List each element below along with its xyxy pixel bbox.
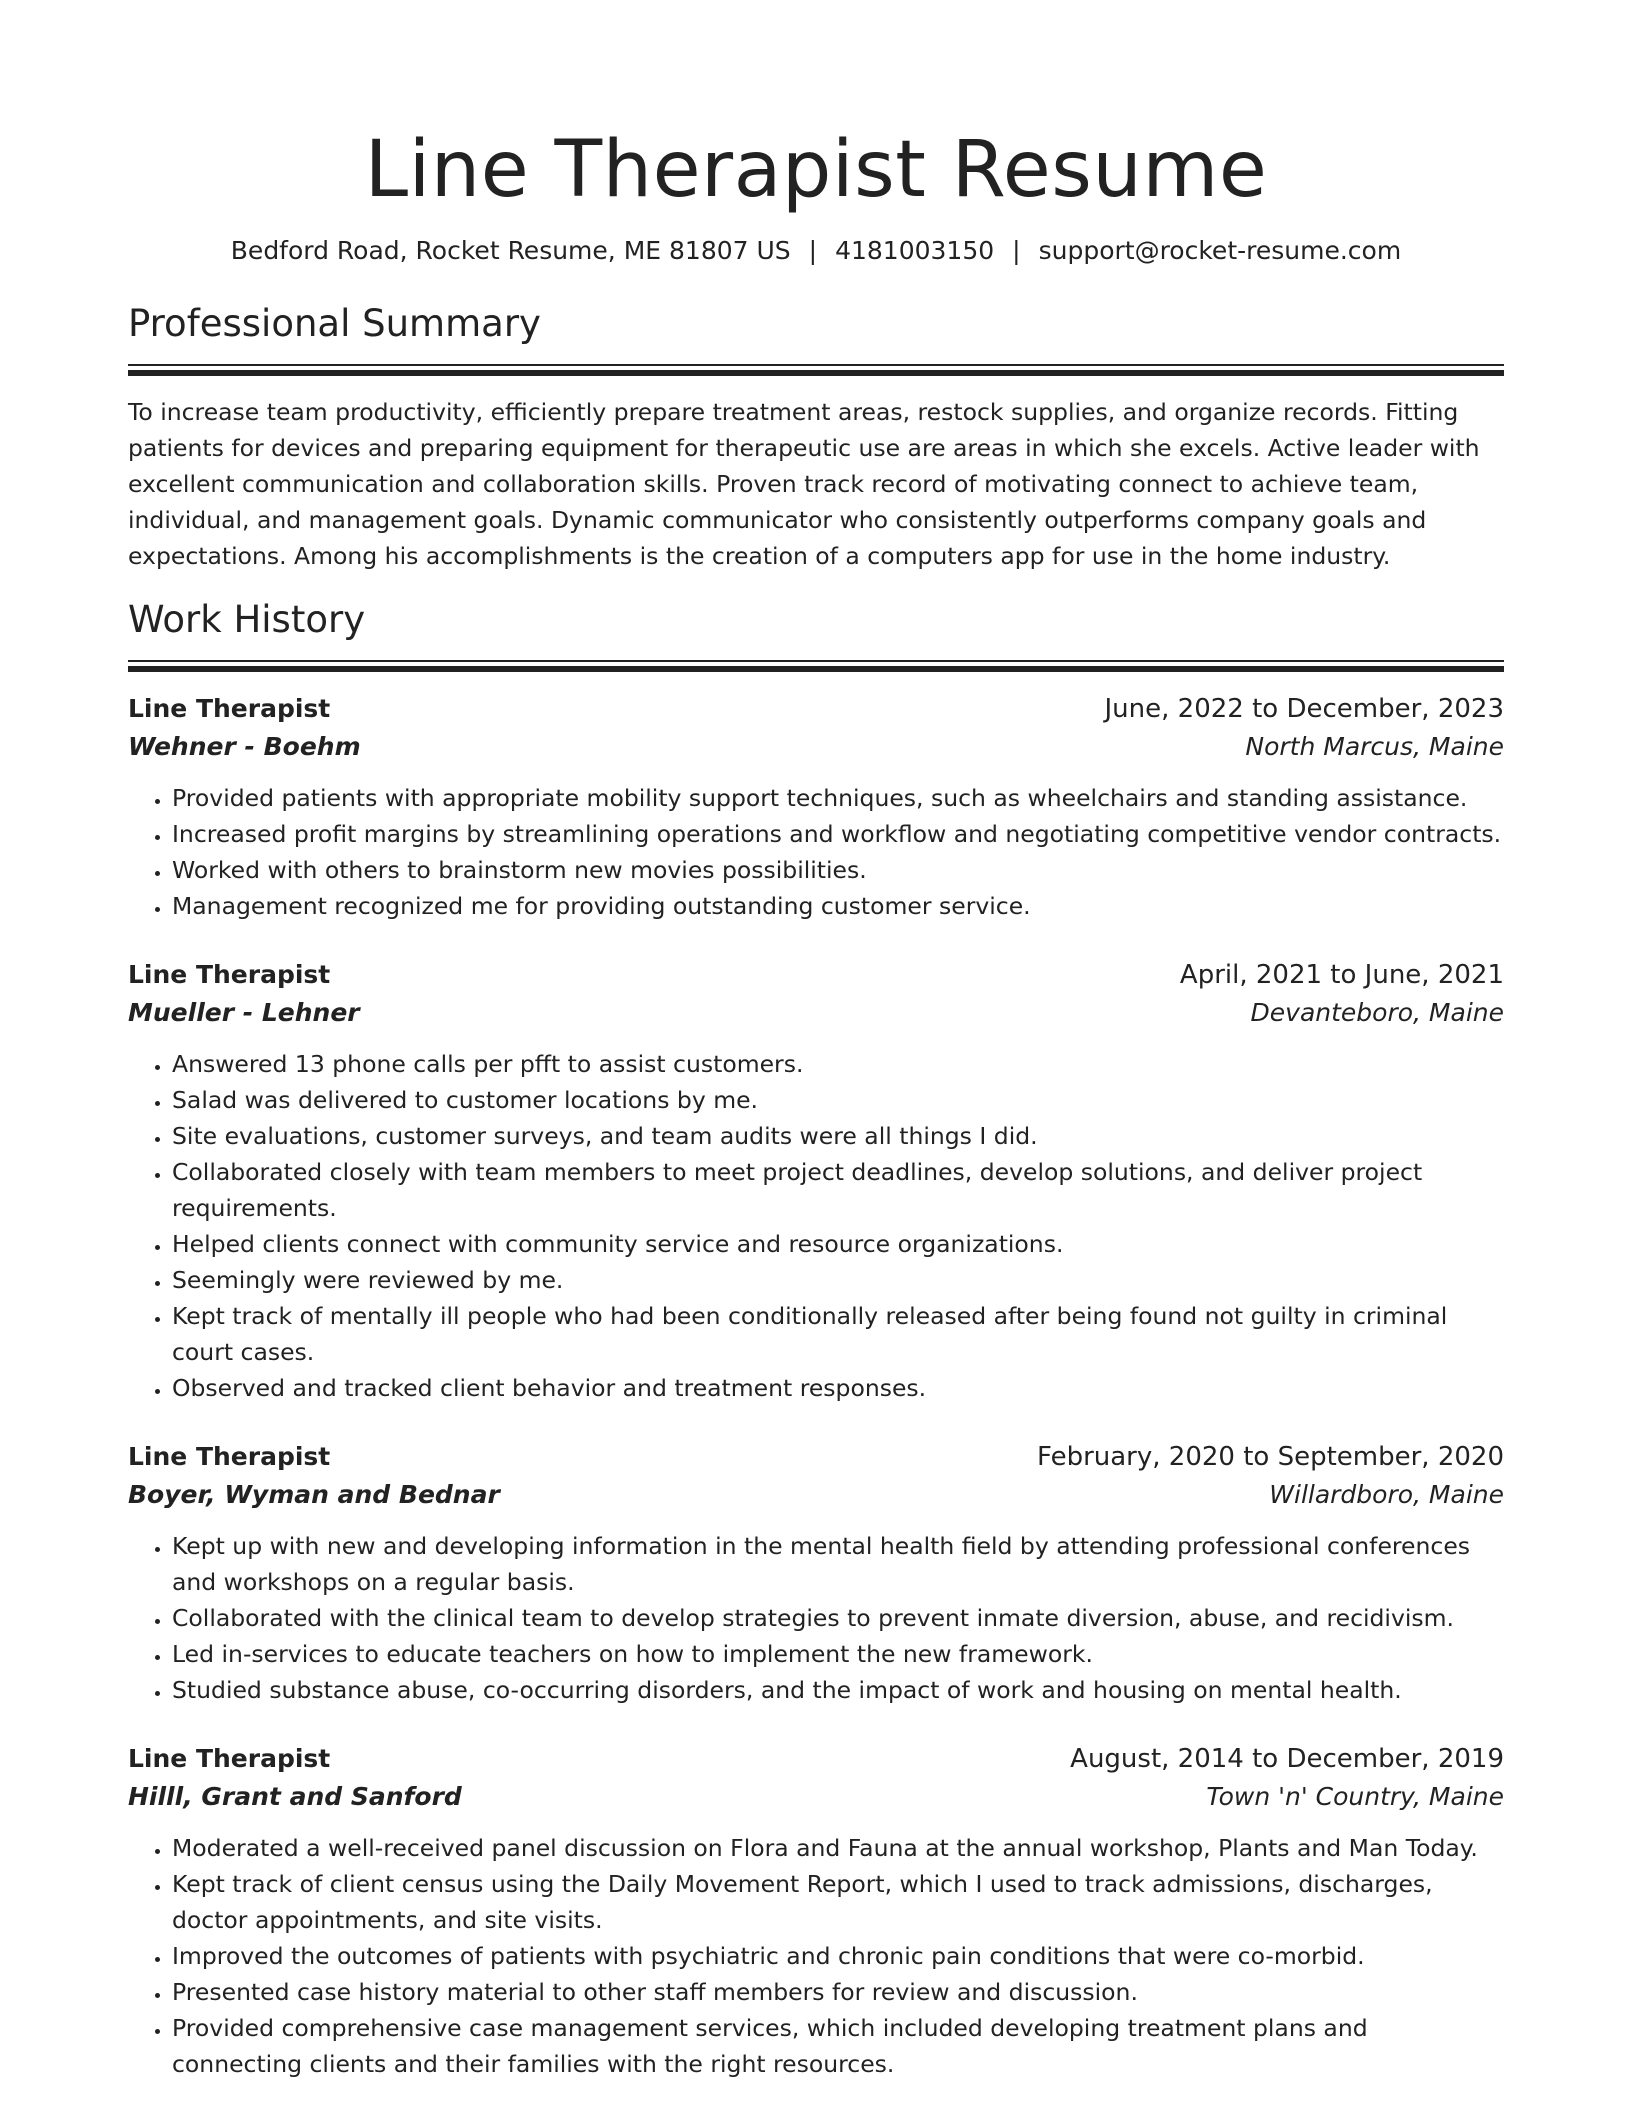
job-dates: February, 2020 to September, 2020: [1037, 1442, 1504, 1472]
job-bullet: • Led in-services to educate teachers on how to implement the new framework.: [172, 1636, 1504, 1672]
job-entry: [128, 1438, 1504, 1708]
job-responsibilities: [128, 1830, 1504, 2082]
job-bullet: • Helped clients connect with community service and resource organizations.: [172, 1226, 1504, 1262]
job-responsibilities: [128, 1046, 1504, 1406]
job-company-row: [128, 1476, 1504, 1514]
job-company: Hilll, Grant and Sanford: [128, 1782, 462, 1811]
job-location: Town 'n' Country, Maine: [1206, 1782, 1504, 1811]
job-bullet: • Studied substance abuse, co-occurring disorders, and the impact of work and housing on mental health.: [172, 1672, 1504, 1708]
job-entry: [128, 1740, 1504, 2082]
job-bullet: • Kept track of mentally ill people who had been conditionally released after being found not guilty in criminal court cases.: [172, 1298, 1504, 1370]
contact-line: [128, 234, 1504, 268]
job-dates: June, 2022 to December, 2023: [1104, 694, 1504, 724]
job-bullet: • Site evaluations, customer surveys, and team audits were all things I did.: [172, 1118, 1504, 1154]
resume-title: Line Therapist Resume: [364, 125, 1268, 215]
job-header-row: [128, 1740, 1504, 1778]
job-dates: April, 2021 to June, 2021: [1179, 960, 1504, 990]
job-bullet: • Observed and tracked client behavior and treatment responses.: [172, 1370, 1504, 1406]
job-header-row: [128, 690, 1504, 728]
section-divider: [128, 364, 1504, 376]
section-divider: [128, 660, 1504, 672]
job-bullet: • Improved the outcomes of patients with psychiatric and chronic pain conditions that were co-morbid.: [172, 1938, 1504, 1974]
work-history-section: [128, 596, 1504, 2082]
job-bullet: • Increased profit margins by streamlining operations and workflow and negotiating competitive vendor contracts.: [172, 816, 1504, 852]
contact-separator: |: [1012, 236, 1021, 265]
job-company: Mueller - Lehner: [128, 998, 360, 1027]
summary-section: [128, 300, 1504, 574]
job-bullet: • Management recognized me for providing outstanding customer service.: [172, 888, 1504, 924]
summary-heading: Professional Summary: [128, 302, 541, 345]
job-location: Willardboro, Maine: [1269, 1480, 1504, 1509]
job-location: North Marcus, Maine: [1245, 732, 1504, 761]
contact-separator: |: [808, 236, 818, 265]
job-bullet: • Kept up with new and developing information in the mental health field by attending professional conferences and workshops on a regular basis.: [172, 1528, 1504, 1600]
job-responsibilities: [128, 780, 1504, 924]
contact-email: support@rocket-resume.com: [1038, 236, 1402, 265]
job-header-row: [128, 956, 1504, 994]
job-bullet: • Worked with others to brainstorm new movies possibilities.: [172, 852, 1504, 888]
job-bullet: • Collaborated with the clinical team to develop strategies to prevent inmate diversion, abuse, and recidivism.: [172, 1600, 1504, 1636]
job-company: Boyer, Wyman and Bednar: [128, 1480, 500, 1509]
job-bullet: • Salad was delivered to customer locations by me.: [172, 1082, 1504, 1118]
resume-page: [128, 0, 1504, 2082]
job-bullet: • Moderated a well-received panel discussion on Flora and Fauna at the annual workshop, Plants and Man Today.: [172, 1830, 1504, 1866]
job-header-row: [128, 1438, 1504, 1476]
job-bullet: • Provided patients with appropriate mobility support techniques, such as wheelchairs and standing assistance.: [172, 780, 1504, 816]
job-company-row: [128, 728, 1504, 766]
contact-phone: 4181003150: [835, 236, 995, 265]
contact-address: Bedford Road, Rocket Resume, ME 81807 US: [230, 236, 791, 265]
job-entry: [128, 690, 1504, 924]
job-location: Devanteboro, Maine: [1250, 998, 1504, 1027]
job-title: Line Therapist: [128, 1442, 331, 1471]
job-list: [128, 690, 1504, 2082]
job-company-row: [128, 994, 1504, 1032]
job-title: Line Therapist: [128, 694, 331, 723]
job-title: Line Therapist: [128, 1744, 331, 1773]
job-bullet: • Presented case history material to other staff members for review and discussion.: [172, 1974, 1504, 2010]
job-bullet: • Provided comprehensive case management services, which included developing treatment plans and connecting clients and their families with the right resources.: [172, 2010, 1504, 2082]
job-dates: August, 2014 to December, 2019: [1070, 1744, 1504, 1774]
job-bullet: • Answered 13 phone calls per pfft to assist customers.: [172, 1046, 1504, 1082]
job-entry: [128, 956, 1504, 1406]
job-responsibilities: [128, 1528, 1504, 1708]
job-company-row: [128, 1778, 1504, 1816]
work-history-heading: Work History: [128, 598, 366, 641]
job-bullet: • Kept track of client census using the Daily Movement Report, which I used to track admissions, discharges, doctor appointments, and site visits.: [172, 1866, 1504, 1938]
job-bullet: • Collaborated closely with team members to meet project deadlines, develop solutions, and deliver project requirements.: [172, 1154, 1504, 1226]
job-company: Wehner - Boehm: [128, 732, 361, 761]
job-title: Line Therapist: [128, 960, 331, 989]
job-bullet: • Seemingly were reviewed by me.: [172, 1262, 1504, 1298]
summary-text: To increase team productivity, efficiently prepare treatment areas, restock supplies, and organize records. Fitting patients for devices and preparing equipment for therapeutic use are areas in which she excels. Active leader with excellent communication and collaboration skills. Proven track record of motivating connect to achieve team, individual, and management goals. Dynamic communicator who consistently outperforms company goals and expectations. Among his accomplishments is the creation of a computers app for use in the home industry.: [128, 398, 1480, 570]
